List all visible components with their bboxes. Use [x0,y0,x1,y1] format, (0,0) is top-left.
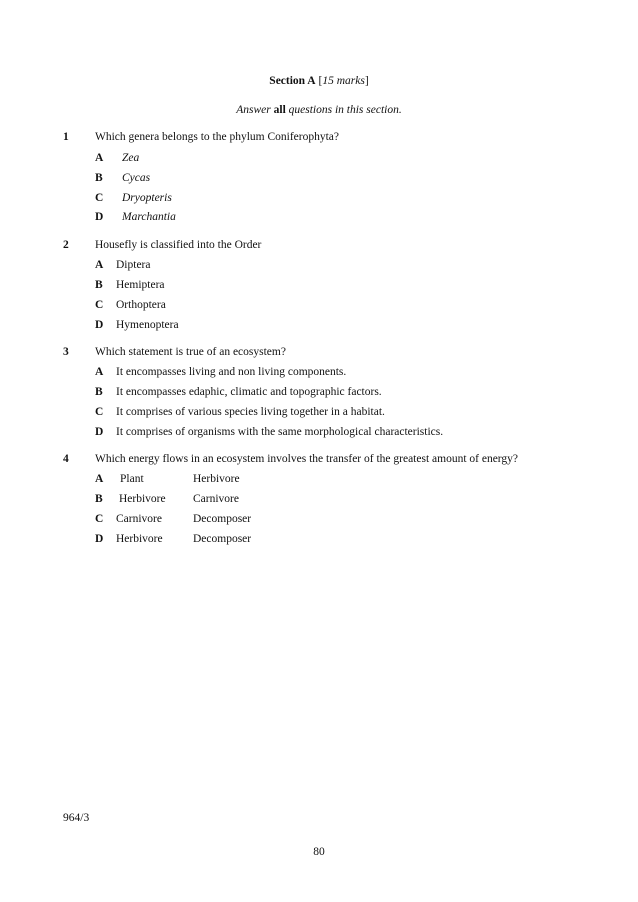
question-4-option-c-to: Decomposer [193,513,252,525]
section-instruction [0,104,638,116]
question-3-text: Which statement is true of an ecosystem? [95,346,286,358]
question-1-number: 1 [63,131,69,143]
question-1-option-b-letter: B [95,172,103,184]
question-1-option-c-letter: C [95,192,104,204]
question-4-option-a-to: Herbivore [193,473,240,485]
section-marks: 15 marks [322,75,365,87]
question-4-option-d-letter: D [95,533,104,545]
question-4-option-c-from: Carnivore [116,513,162,525]
question-3-option-a-text: It encompasses living and non living components. [116,366,347,378]
question-3-option-d-letter: D [95,426,104,438]
question-1-option-c-text: Dryopteris [122,192,172,204]
question-4-option-b-to: Carnivore [193,493,239,505]
section-label: Section A [269,75,316,87]
question-2-option-a-text: Diptera [116,259,151,271]
question-2-option-d-text: Hymenoptera [116,319,179,331]
question-3-number: 3 [63,346,69,358]
question-4-option-a-letter: A [95,473,104,485]
question-1-option-d-text: Marchantia [122,211,176,223]
question-3-option-b-letter: B [95,386,103,398]
question-4-option-b-letter: B [95,493,103,505]
question-2-option-b-letter: B [95,279,103,291]
question-4-option-a-from: Plant [120,473,144,485]
question-2-option-d-letter: D [95,319,104,331]
question-1-text: Which genera belongs to the phylum Coniferophyta? [95,131,339,143]
instruction-prefix: Answer [236,104,274,116]
question-3-option-c-text: It comprises of various species living together in a habitat. [116,406,385,418]
instruction-suffix: questions in this section. [285,104,402,116]
question-2-option-b-text: Hemiptera [116,279,165,291]
question-1-option-a-text: Zea [122,152,140,164]
question-2-text: Housefly is classified into the Order [95,239,262,251]
question-2-option-a-letter: A [95,259,104,271]
question-4-option-c-letter: C [95,513,104,525]
question-1-option-a-letter: A [95,152,104,164]
section-title: Section A [15 marks] [269,75,369,87]
question-4-option-d-to: Decomposer [193,533,252,545]
question-3-option-b-text: It encompasses edaphic, climatic and topographic factors. [116,386,382,398]
question-3-option-c-letter: C [95,406,104,418]
question-3-option-a-letter: A [95,366,104,378]
question-4-number: 4 [63,453,69,465]
question-4-text: Which energy flows in an ecosystem involves the transfer of the greatest amount of energy? [95,453,519,465]
question-2-option-c-letter: C [95,299,104,311]
paper-code: 964/3 [63,812,90,824]
question-2-option-c-text: Orthoptera [116,299,166,311]
question-4-option-d-from: Herbivore [116,533,163,545]
question-4-option-b-from: Herbivore [119,493,166,505]
question-1-option-b-text: Cycas [122,172,151,184]
question-3-option-d-text: It comprises of organisms with the same morphological characteristics. [116,426,444,438]
question-2-number: 2 [63,239,69,251]
page-number: 80 [313,846,325,858]
question-1-option-d-letter: D [95,211,104,223]
instruction-emphasis: all [273,104,286,116]
